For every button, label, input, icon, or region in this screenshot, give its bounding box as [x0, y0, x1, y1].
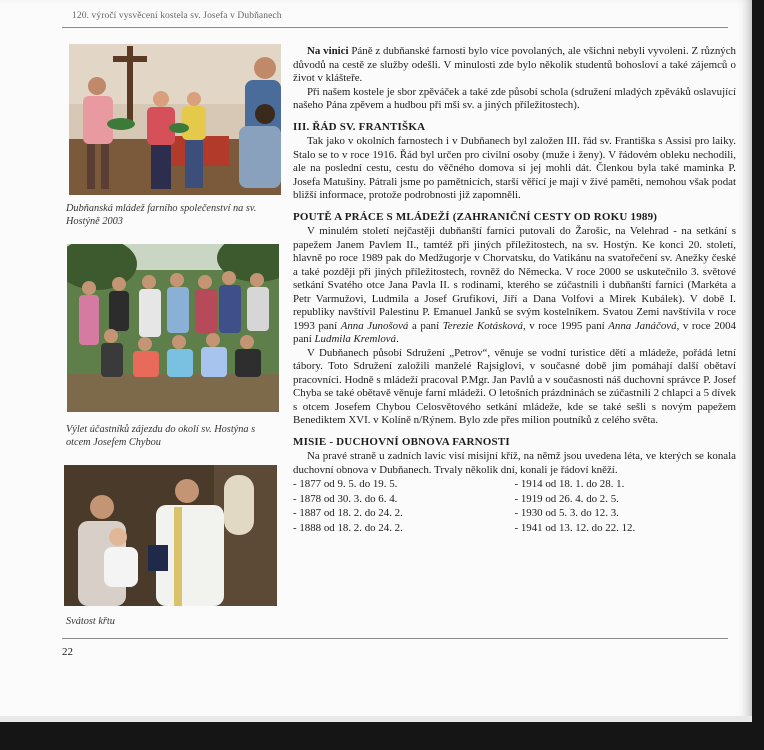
pilgrimages-heading: POUTĚ A PRÁCE S MLÁDEŽÍ (ZAHRANIČNÍ CESTY OD ROKU 1989)	[293, 210, 658, 223]
mission-date: - 1877 od 9. 5. do 19. 5.	[293, 478, 398, 490]
schola-paragraph: Při našem kostele je sbor zpěváček a také zde působí schola (sdružení mladých zpěváků oslavující našeho Pána zpěvem a hudbou při mši sv. a jiných příležitostech).	[293, 85, 736, 111]
mission-date: - 1930 od 5. 3. do 12. 3.	[514, 507, 619, 519]
pilgrimages-mid-2: , v roce 1995 paní	[522, 319, 605, 332]
pilgrimages-text: V minulém století nejčastěji dubňanští farníci putovali do Žarošic, na Velehrad - na setkání s papežem Janem Pavlem II., tamtéž při jiných příležitostech, na sv. Hostýn. Ke konci 20. století, hlavně po roce 1989 pak do Medžugorje v Chorvatsku, do Vatikánu na svatořečení sv. Anežky české a také později při jiných příležitostech, rovněž do Německa. V roce 2000 se uskutečnilo 3. světové setkání Svatého otce Jana Pavla II. s rodinami, kterého se zúčastnili i dubňanští farníci (Markéta a Petr Varmužovi, Ludmila a Josef Grufikovi, Jiří a Dana Volfovi a Mirek Kubálek). V době I. republiky navštívil Palestinu P. Emanuel Janků se svým kostelníkem. Svatou Zemi navštívila v roce 1993 paní	[293, 225, 736, 332]
mission-date: - 1888 od 18. 2. do 24. 2.	[293, 521, 403, 534]
footer-rule	[62, 638, 728, 639]
main-text-column	[293, 45, 736, 535]
photo-caption-1: Dubňanská mládež farního společenství na sv. Hostýně 2003	[66, 203, 257, 227]
photo-caption-2: Výlet účastníků zájezdu do okolí sv. Hostýna s otcem Josefem Chybou	[66, 424, 256, 448]
mission-date: - 1919 od 26. 4. do 2. 5.	[514, 492, 619, 505]
pilgrim-group-photo	[67, 244, 279, 412]
pilgrimages-end: .	[396, 333, 399, 345]
third-order-paragraph: Tak jako v okolních farnostech i v Dubňanech byl založen III. řád sv. Františka s Assisi pro laiky. Stalo se to v roce 1916. Řád byl určen pro civilní osoby (muže i ženy). V řádovém obleku nechodili, ale na poslední cestu, cestu do věčného domova si jej mohli dát. Členkou byla také maminka P. Josefa Matušiny. Pátrali jsme po pamětnicích, starší věřící je mají v živé paměti, nemohou však podat bližší informace, protože podrobnosti již zapomněli.	[293, 135, 736, 201]
header-rule	[62, 27, 728, 28]
mission-date: - 1887 od 18. 2. do 24. 2.	[293, 507, 403, 519]
page-edge	[0, 716, 752, 722]
mission-dates-right	[515, 477, 737, 535]
mission-dates-left	[293, 477, 515, 535]
mission-date: - 1914 od 18. 1. do 28. 1.	[514, 478, 625, 490]
pilgrim-name-2: Terezie Kotásková	[442, 319, 523, 332]
page-number: 22	[62, 646, 73, 658]
mission-date: - 1878 od 30. 3. do 6. 4.	[293, 492, 398, 505]
petrov-paragraph: V Dubňanech působí Sdružení „Petrov“, věnuje se vodní turistice dětí a mládeže, pořádá letní tábory. Toto Sdružení založili manželé Rajsiglovi, v současné době jim pomáhají další obětaví pracovníci. Hodně s mládeží pracoval P.Mgr. Jan Pavlů a v současnosti náš duchovní správce P. Josef Chyba se také obětavě věnuje farní mládeži. O letošních prázdninách se zúčastnili 2 chlapci a 5 dívek s otcem Josefem Chybou Celosvětového setkání mládeže, kde se také sešli s novým papežem Benediktem XVI. v Kolíně n/Rýnem. Bylo zde přes milion poutníků z celého světa.	[293, 346, 736, 426]
third-order-heading: III. ŘÁD SV. FRANTIŠKA	[293, 120, 426, 133]
photo-caption-3: Svátost křtu	[66, 616, 115, 627]
baptism-photo	[64, 465, 277, 606]
mission-date: - 1941 od 13. 12. do 22. 12.	[514, 521, 636, 534]
mission-dates	[293, 477, 736, 535]
running-title: 120. výročí vysvěcení kostela sv. Josefa v Dubňanech	[72, 11, 282, 21]
youth-music-photo	[69, 44, 281, 195]
pilgrimages-mid-3: , v roce 2004 paní	[293, 319, 736, 345]
vocations-paragraph	[293, 45, 736, 86]
vocations-lead: Na vinici	[307, 45, 349, 57]
pilgrim-name-1: Anna Junošová	[340, 319, 409, 332]
missions-paragraph: Na pravé straně u zadních lavic visí misijní kříž, na němž jsou uvedena léta, ve kterých se konala duchovní obnova v Dubňanech. Trvaly několik dní, konali je řádoví kněží.	[293, 450, 736, 476]
pilgrim-name-4: Ludmila Kremlová	[314, 333, 397, 345]
pilgrim-name-3: Anna Janáčová	[608, 319, 677, 332]
vocations-text: Páně z dubňanské farnosti bylo více povolaných, ale všichni nebyli vyvoleni. Z různých důvodů na cestě ze služby odešli. V minulosti zde bylo několik studentů bohosloví a také zájemců o život v klášteře.	[293, 45, 736, 84]
missions-heading: MISIE - DUCHOVNÍ OBNOVA FARNOSTI	[293, 435, 510, 448]
pilgrimages-paragraph	[293, 225, 736, 347]
pilgrimages-mid-1: a paní	[411, 319, 440, 332]
